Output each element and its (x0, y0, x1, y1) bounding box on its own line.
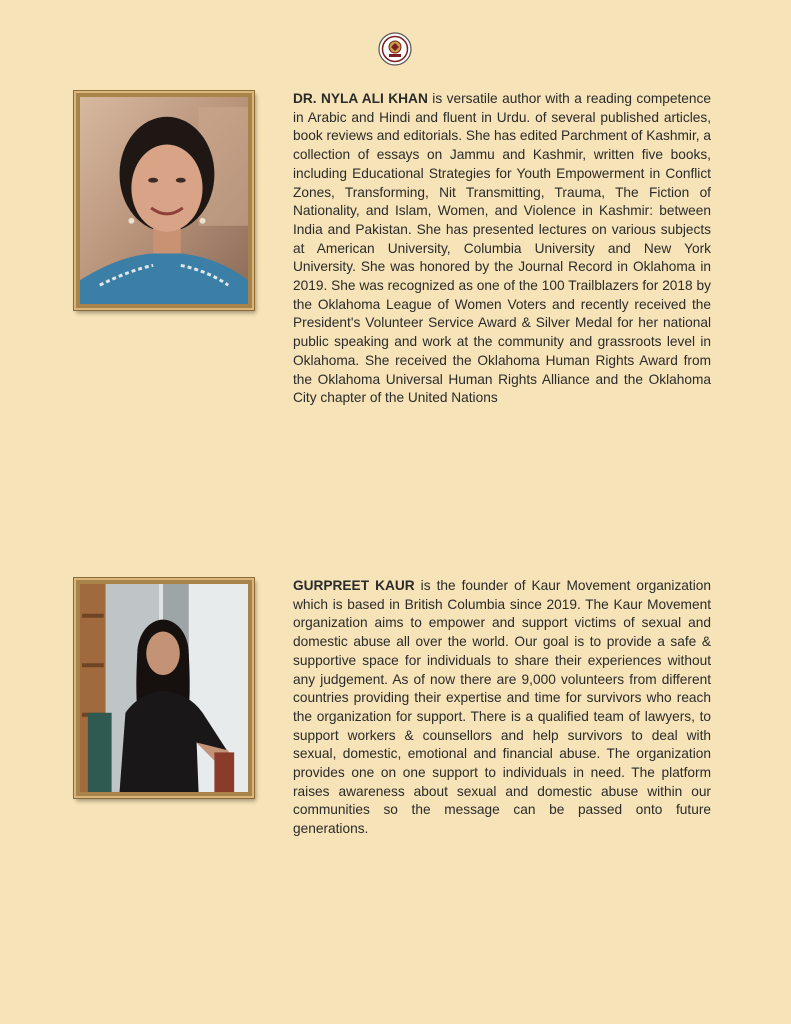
profile-name: GURPREET KAUR (293, 578, 415, 593)
portrait-woman-seated-image (80, 584, 248, 792)
portrait-photo-gurpreet-kaur (74, 578, 254, 798)
portrait-photo-nyla-ali-khan (74, 91, 254, 310)
bio-nyla-ali-khan (293, 90, 711, 408)
portrait-woman-image (80, 97, 248, 304)
profile-bio-text: is the founder of Kaur Movement organization which is based in British Columbia since 2019. The Kaur Movement organization aims to empower and support victims of sexual and domestic abuse all over the world. Our goal is to provide a safe & supportive space for individuals to share their experiences without any judgement. As of now there are 9,000 volunteers from different countries providing their expertise and time for survivors who reach the organization for support. There is a qualified team of lawyers, to support workers & counsellors and help survivors to deal with sexual, domestic, emotional and financial abuse. The organization provides one on one support to individuals in need. The platform raises awareness about sexual and domestic abuse within our communities so the message can be passed onto future generations. (293, 578, 711, 837)
emblem-seal-icon (378, 32, 412, 66)
bio-gurpreet-kaur (293, 577, 711, 839)
profile-name: DR. NYLA ALI KHAN (293, 91, 428, 106)
profile-bio-text: is versatile author with a reading competence in Arabic and Hindi and fluent in Urdu. of several published articles, book reviews and editorials. She has edited Parchment of Kashmir, a collection of essays on Jammu and Kashmir, written five books, including Educational Strategies for Youth Empowerment in Conflict Zones, Transforming, Nit Transmitting, Trauma, The Fiction of Nationality, and Islam, Women, and Violence in Kashmir: between India and Pakistan. She has presented lectures on various subjects at American University, Columbia University and New York University. She was honored by the Journal Record in Oklahoma in 2019. She was recognized as one of the 100 Trailblazers for 2018 by the Oklahoma League of Women Voters and recently received the President's Volunteer Service Award & Silver Medal for her national public speaking and work at the community and grassroots level in Oklahoma. She received the Oklahoma Human Rights Award from the Oklahoma Universal Human Rights Alliance and the Oklahoma City chapter of the United Nations (293, 91, 711, 406)
